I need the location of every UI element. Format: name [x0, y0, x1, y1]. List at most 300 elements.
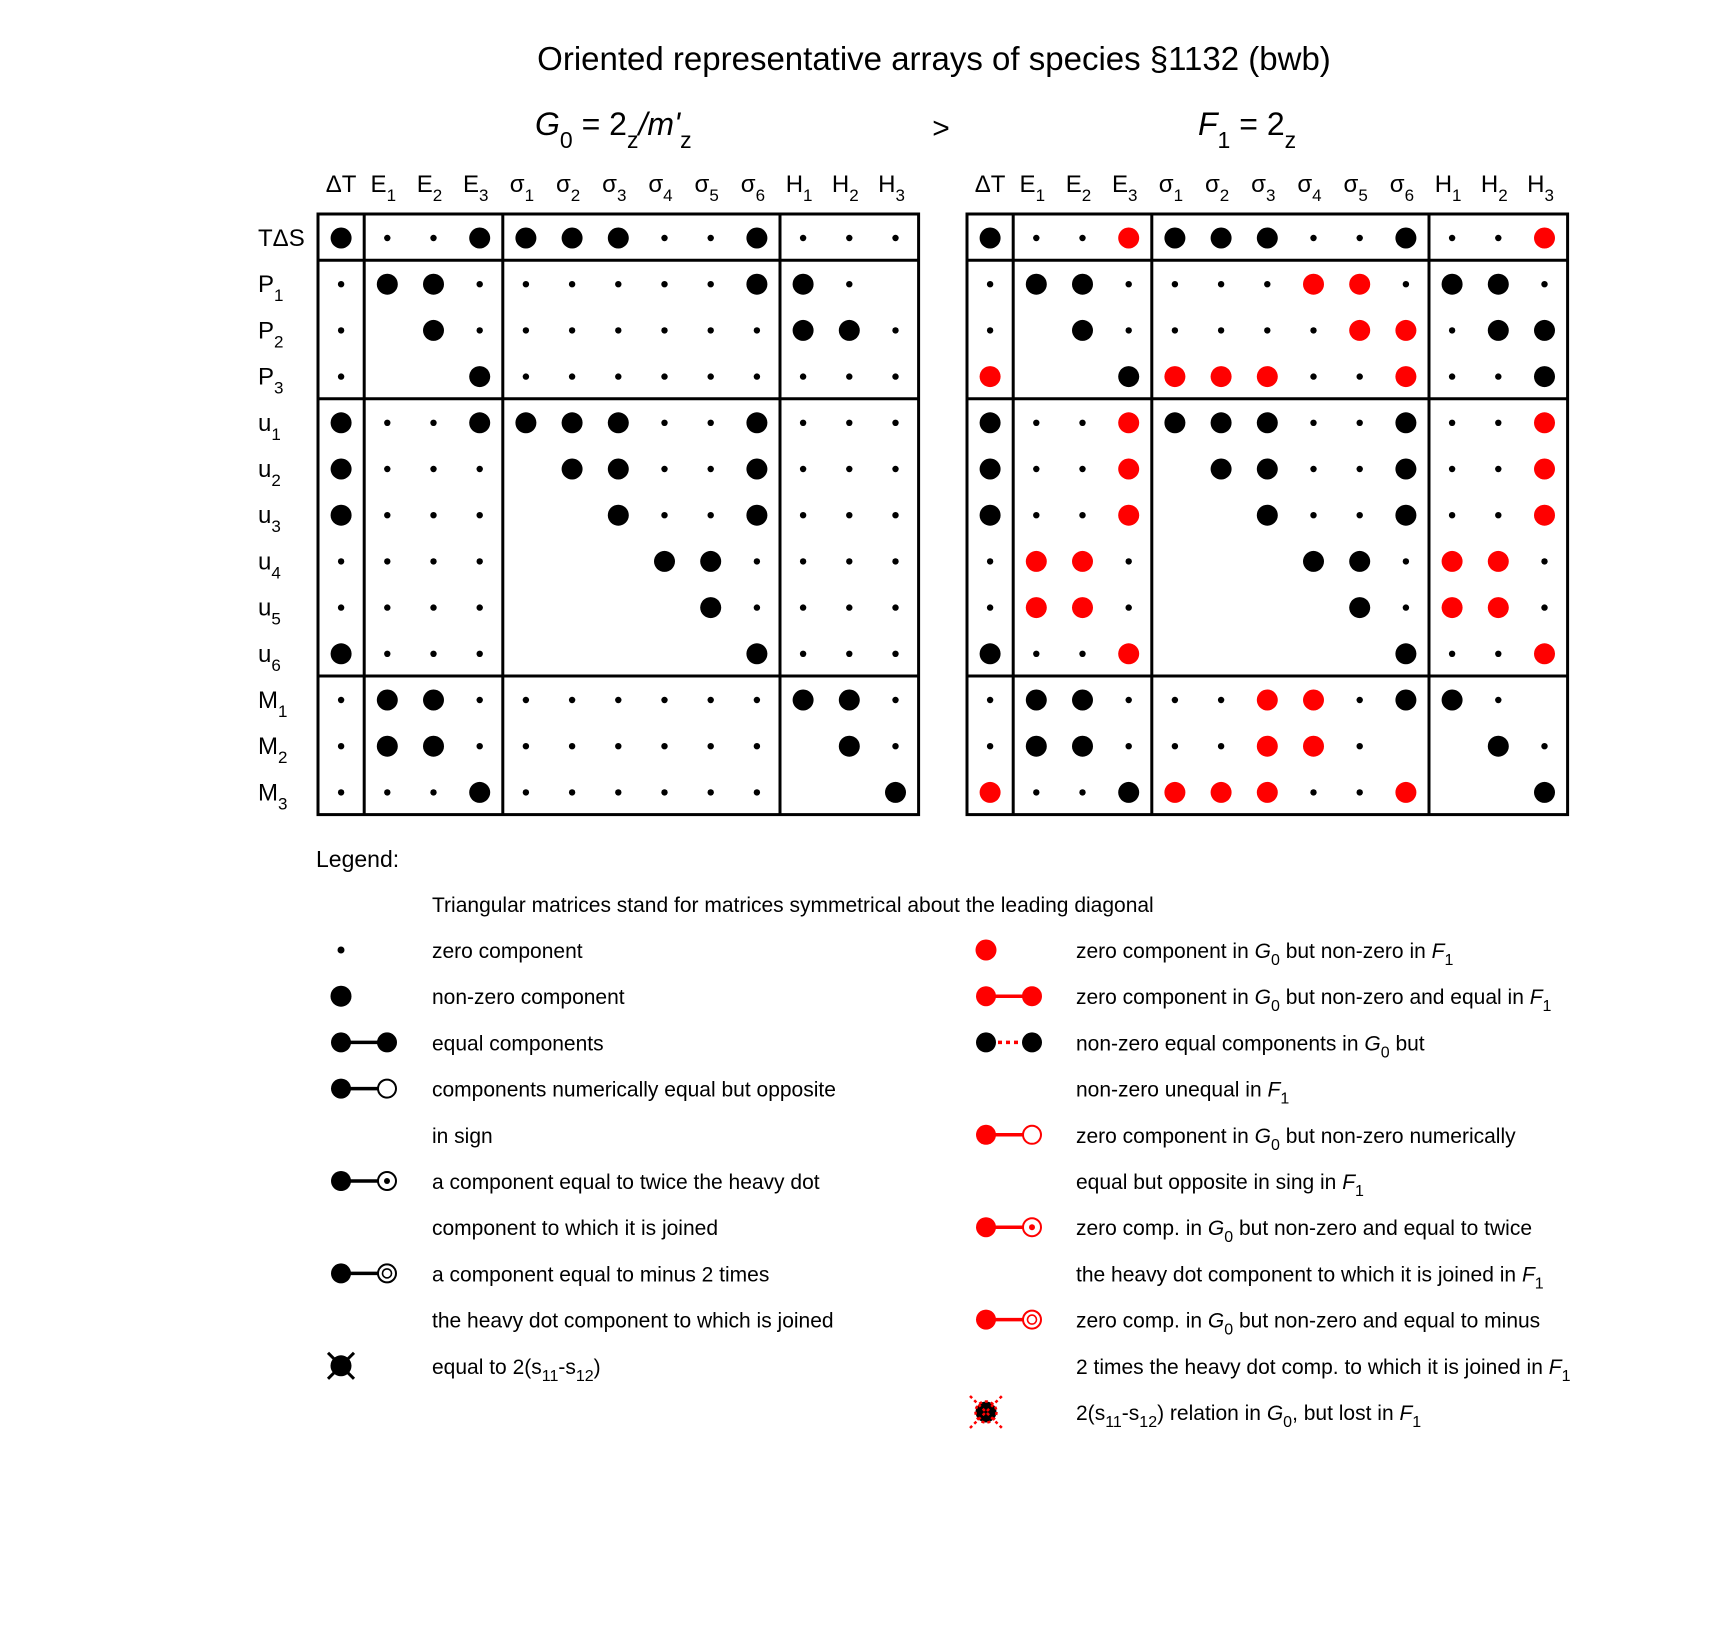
zero-component-dot — [661, 235, 667, 241]
zero-component-dot — [338, 789, 344, 795]
non-zero-component-dot — [1211, 459, 1232, 480]
zero-component-dot — [1218, 281, 1224, 287]
zero-component-dot — [987, 604, 993, 610]
zero-component-dot — [800, 604, 806, 610]
column-header-sub: 2 — [1498, 186, 1508, 205]
non-zero-component-dot — [1118, 366, 1139, 387]
row-header-sub: 3 — [278, 794, 288, 814]
row-header-base: u — [258, 409, 272, 437]
non-zero-component-dot — [746, 228, 767, 249]
zero-component-dot — [1310, 373, 1316, 379]
non-zero-component-dot — [608, 228, 629, 249]
zero-component-dot — [1357, 697, 1363, 703]
red-equal-link-icon — [976, 986, 1041, 1006]
non-zero-component-dot — [1349, 551, 1370, 572]
zero-component-dot — [1079, 651, 1085, 657]
diagram-title: Oriented representative arrays of species §1132 (bwb) — [537, 40, 1331, 77]
zero-component-dot — [1264, 327, 1270, 333]
zero-component-dot — [708, 373, 714, 379]
column-header-base: σ — [648, 171, 664, 198]
column-header — [1066, 171, 1091, 205]
non-zero-component-dot — [1072, 274, 1093, 295]
zero-component-dot — [754, 789, 760, 795]
column-header-sub: 6 — [1404, 186, 1415, 205]
red-component-dot — [1442, 597, 1463, 618]
column-header — [695, 171, 719, 205]
column-header-sub: 1 — [1035, 186, 1046, 205]
zero-component-dot — [384, 512, 390, 518]
column-header-sub: 5 — [1358, 186, 1368, 205]
zero-component-dot — [892, 604, 898, 610]
non-zero-component-dot — [746, 412, 767, 433]
red-component-dot — [1303, 690, 1324, 711]
zero-component-dot — [1495, 697, 1501, 703]
column-header-base: σ — [602, 171, 617, 198]
legend-text: components numerically equal but opposite — [432, 1078, 836, 1102]
zero-component-dot — [1126, 327, 1132, 333]
zero-component-dot — [1264, 281, 1270, 287]
column-header-base: E — [416, 171, 433, 198]
non-zero-component-dot — [980, 412, 1001, 433]
zero-component-dot — [384, 235, 390, 241]
zero-component-dot — [430, 604, 436, 610]
legend-text: non-zero unequal in $F_1$ — [1076, 1078, 1290, 1108]
red-component-dot — [1488, 551, 1509, 572]
zero-component-dot — [430, 466, 436, 472]
red-component-dot — [1349, 274, 1370, 295]
zero-component-dot — [1126, 743, 1132, 749]
non-zero-component-dot — [885, 782, 906, 803]
non-zero-component-dot — [423, 736, 444, 757]
zero-component-dot — [1449, 466, 1455, 472]
zero-component-dot — [1357, 743, 1363, 749]
zero-component-dot — [987, 697, 993, 703]
non-zero-component-dot — [331, 228, 352, 249]
zero-component-dot — [1126, 558, 1132, 564]
zero-component-dot — [892, 743, 898, 749]
zero-component-dot — [569, 281, 575, 287]
row-header — [258, 687, 287, 721]
zero-component-dot — [430, 235, 436, 241]
legend-left-column — [328, 940, 836, 1385]
zero-component-dot — [338, 697, 344, 703]
non-zero-component-dot — [1488, 736, 1509, 757]
non-zero-component-dot — [1303, 551, 1324, 572]
zero-component-dot — [708, 327, 714, 333]
column-header-base: H — [1434, 171, 1453, 198]
legend-text: zero comp. in $G_0$ but non-zero and equal to minus — [1076, 1309, 1541, 1339]
non-zero-component-dot — [1026, 274, 1047, 295]
zero-component-dot — [892, 512, 898, 518]
red-component-dot — [1118, 459, 1139, 480]
non-zero-component-dot — [469, 228, 490, 249]
zero-component-dot — [1218, 327, 1224, 333]
row-header-base: TΔS — [258, 225, 305, 252]
zero-component-dot — [384, 604, 390, 610]
zero-component-dot — [1403, 558, 1409, 564]
zero-component-dot — [1172, 697, 1178, 703]
column-header-sub: 1 — [1452, 186, 1462, 205]
non-zero-component-dot — [793, 320, 814, 341]
column-header — [1112, 171, 1137, 205]
column-header-base: σ — [1251, 171, 1266, 198]
non-zero-component-dot — [1072, 736, 1093, 757]
non-zero-component-dot — [331, 459, 352, 480]
non-zero-component-dot — [746, 643, 767, 664]
zero-component-dot — [477, 466, 483, 472]
non-zero-component-dot — [1164, 228, 1185, 249]
non-zero-component-dot — [423, 320, 444, 341]
column-header — [648, 171, 672, 205]
non-zero-component-dot — [423, 274, 444, 295]
zero-component-dot — [987, 558, 993, 564]
non-zero-component-dot — [1442, 274, 1463, 295]
zero-component-dot — [846, 281, 852, 287]
red-component-dot — [1534, 643, 1555, 664]
non-zero-component-dot — [980, 643, 1001, 664]
zero-component-dot — [523, 327, 529, 333]
zero-component-dot — [1449, 373, 1455, 379]
zero-component-dot — [384, 651, 390, 657]
zero-component-dot — [987, 281, 993, 287]
zero-component-dot — [1357, 235, 1363, 241]
column-header — [1205, 171, 1229, 205]
red-minus-twice-link-icon — [976, 1310, 1041, 1330]
zero-component-dot — [1310, 466, 1316, 472]
red-component-dot — [1257, 736, 1278, 757]
zero-component-dot — [892, 327, 898, 333]
non-zero-component-dot — [1349, 597, 1370, 618]
zero-component-dot — [1541, 743, 1547, 749]
non-zero-component-dot — [1118, 782, 1139, 803]
zero-component-dot — [1495, 466, 1501, 472]
zero-component-dot — [615, 373, 621, 379]
non-zero-component-dot — [469, 366, 490, 387]
zero-component-dot — [477, 512, 483, 518]
non-zero-component-dot — [980, 228, 1001, 249]
non-zero-component-dot — [746, 459, 767, 480]
legend-text: zero component in $G_0$ but non-zero numerically — [1076, 1124, 1516, 1154]
column-header-base: ΔT — [325, 171, 357, 198]
legend-text: zero component — [432, 940, 583, 963]
zero-component-dot — [477, 651, 483, 657]
non-zero-component-dot — [377, 690, 398, 711]
row-header — [258, 410, 281, 444]
zero-component-dot — [754, 558, 760, 564]
legend-text: non-zero equal components in $G_0$ but — [1076, 1032, 1425, 1062]
column-header — [417, 171, 442, 205]
column-header — [1297, 171, 1321, 205]
non-zero-component-dot — [515, 412, 536, 433]
non-zero-component-dot — [1257, 228, 1278, 249]
row-header-base: M — [258, 779, 278, 807]
legend-text: non-zero component — [432, 986, 625, 1010]
zero-component-dot — [708, 789, 714, 795]
zero-component-dot — [338, 281, 344, 287]
zero-component-dot — [384, 466, 390, 472]
row-header-base: u — [258, 548, 272, 576]
red-component-dot — [1257, 690, 1278, 711]
red-component-dot — [1488, 597, 1509, 618]
zero-component-dot — [1033, 789, 1039, 795]
row-header — [258, 317, 283, 351]
red-component-dot — [1211, 366, 1232, 387]
zero-component-dot — [430, 512, 436, 518]
zero-component-dot — [987, 327, 993, 333]
right-group-label — [1198, 106, 1296, 153]
non-zero-component-dot — [1395, 412, 1416, 433]
non-zero-component-dot — [1534, 782, 1555, 803]
non-zero-component-dot — [1257, 459, 1278, 480]
column-header-base: E — [462, 171, 479, 198]
opposite-link-icon — [331, 1079, 396, 1099]
zero-component-dot — [846, 651, 852, 657]
column-header — [741, 171, 765, 205]
zero-component-dot — [754, 697, 760, 703]
zero-component-dot — [661, 512, 667, 518]
red-component-dot — [1118, 412, 1139, 433]
row-header-base: P — [258, 317, 275, 345]
red-component-dot — [1303, 274, 1324, 295]
legend-text: the heavy dot component to which it is joined in $F_1$ — [1076, 1263, 1544, 1293]
zero-component-dot — [569, 743, 575, 749]
zero-component-dot — [708, 420, 714, 426]
row-header-base: u — [258, 456, 272, 483]
zero-component-dot — [708, 466, 714, 472]
zero-component-dot — [708, 743, 714, 749]
legend-text: component to which it is joined — [432, 1217, 718, 1241]
zero-component-dot — [1310, 512, 1316, 518]
zero-component-dot — [430, 558, 436, 564]
zero-component-dot — [1033, 466, 1039, 472]
column-header-sub: 1 — [803, 186, 813, 205]
non-zero-component-dot — [793, 690, 814, 711]
zero-component-dot — [1357, 789, 1363, 795]
non-zero-component-dot — [700, 551, 721, 572]
zero-component-dot — [615, 281, 621, 287]
non-zero-component-dot — [1395, 505, 1416, 526]
zero-component-dot — [477, 604, 483, 610]
red-component-dot — [1118, 505, 1139, 526]
column-header — [1344, 171, 1368, 205]
row-header-sub: 1 — [271, 424, 281, 444]
red-component-dot — [1534, 505, 1555, 526]
non-zero-component-dot — [331, 643, 352, 664]
zero-component-dot — [1172, 281, 1178, 287]
zero-component-dot — [523, 281, 529, 287]
zero-component-dot — [1449, 651, 1455, 657]
zero-component-dot — [569, 327, 575, 333]
non-zero-component-dot — [1257, 412, 1278, 433]
column-header — [1390, 171, 1414, 205]
column-header-sub: 1 — [524, 186, 535, 205]
zero-component-dot — [800, 235, 806, 241]
non-zero-component-dot — [1211, 228, 1232, 249]
zero-component-dot — [384, 789, 390, 795]
zero-component-dot — [1079, 789, 1085, 795]
non-zero-component-dot — [331, 505, 352, 526]
zero-component-dot — [754, 373, 760, 379]
non-zero-component-dot — [746, 274, 767, 295]
non-zero-component-dot — [839, 320, 860, 341]
legend-right-column — [970, 940, 1571, 1432]
zero-component-dot — [892, 420, 898, 426]
large-dot-icon — [331, 986, 352, 1007]
right-array — [967, 171, 1568, 815]
zero-component-dot — [846, 373, 852, 379]
zero-component-dot — [754, 743, 760, 749]
red-component-dot — [1026, 597, 1047, 618]
column-header — [786, 171, 813, 205]
red-crossed-dot-icon — [970, 1396, 1002, 1428]
zero-component-dot — [1218, 743, 1224, 749]
zero-component-dot — [846, 558, 852, 564]
non-zero-component-dot — [608, 459, 629, 480]
legend-text: $2(s_{11}-s_{12})$ relation in $G_0$, but lost in $F_1$ — [1076, 1402, 1422, 1431]
zero-component-dot — [754, 604, 760, 610]
zero-component-dot — [1126, 281, 1132, 287]
zero-component-dot — [1357, 512, 1363, 518]
non-zero-component-dot — [331, 412, 352, 433]
zero-component-dot — [661, 466, 667, 472]
column-header-sub: 4 — [1312, 186, 1322, 205]
non-zero-component-dot — [1534, 320, 1555, 341]
non-zero-component-dot — [469, 782, 490, 803]
zero-component-dot — [1541, 604, 1547, 610]
legend-text: zero comp. in $G_0$ but non-zero and equal to twice — [1076, 1217, 1533, 1247]
row-header — [258, 364, 283, 398]
non-zero-component-dot — [423, 690, 444, 711]
red-component-dot — [1395, 366, 1416, 387]
zero-component-dot — [615, 789, 621, 795]
column-header-sub: 3 — [1544, 186, 1554, 205]
zero-component-dot — [569, 373, 575, 379]
minus-twice-link-icon — [331, 1263, 396, 1283]
non-zero-component-dot — [793, 274, 814, 295]
non-zero-component-dot — [1442, 690, 1463, 711]
zero-component-dot — [430, 420, 436, 426]
zero-component-dot — [1541, 558, 1547, 564]
legend-text: zero component in $G_0$ but non-zero and equal in $F_1$ — [1076, 986, 1552, 1016]
zero-component-dot — [1449, 512, 1455, 518]
zero-component-dot — [1172, 327, 1178, 333]
column-header-base: σ — [1343, 171, 1359, 198]
zero-component-dot — [615, 697, 621, 703]
column-header-sub: 2 — [570, 186, 581, 205]
column-header — [878, 171, 905, 205]
row-header — [258, 641, 281, 675]
column-header-base: σ — [509, 171, 525, 198]
zero-component-dot — [338, 373, 344, 379]
non-zero-component-dot — [980, 505, 1001, 526]
legend-text: a component equal to twice the heavy dot — [432, 1171, 820, 1194]
zero-component-dot — [1079, 420, 1085, 426]
non-zero-component-dot — [746, 505, 767, 526]
column-header — [463, 171, 488, 205]
zero-component-dot — [1310, 327, 1316, 333]
zero-component-dot — [338, 743, 344, 749]
red-dot-icon — [976, 940, 997, 961]
zero-component-dot — [987, 743, 993, 749]
column-header-base: E — [1019, 171, 1036, 198]
red-component-dot — [1349, 320, 1370, 341]
legend-text: 2 times the heavy dot comp. to which it is joined in $F_1$ — [1076, 1355, 1571, 1385]
zero-component-dot — [569, 697, 575, 703]
red-component-dot — [1164, 366, 1185, 387]
non-zero-component-dot — [377, 736, 398, 757]
row-header-base: u — [258, 502, 272, 530]
zero-component-dot — [1449, 420, 1455, 426]
column-header-sub: 4 — [663, 186, 673, 205]
row-header-base: u — [258, 594, 272, 622]
zero-component-dot — [615, 743, 621, 749]
column-header-sub: 1 — [386, 186, 397, 205]
zero-component-dot — [1357, 466, 1363, 472]
non-zero-component-dot — [562, 412, 583, 433]
zero-component-dot — [523, 697, 529, 703]
zero-component-dot — [846, 512, 852, 518]
red-component-dot — [1257, 366, 1278, 387]
zero-component-dot — [892, 466, 898, 472]
zero-component-dot — [800, 420, 806, 426]
zero-component-dot — [615, 327, 621, 333]
zero-component-dot — [708, 281, 714, 287]
red-component-dot — [1534, 412, 1555, 433]
legend-text: equal components — [432, 1032, 604, 1056]
zero-component-dot — [477, 327, 483, 333]
non-zero-component-dot — [839, 736, 860, 757]
zero-component-dot — [846, 420, 852, 426]
non-zero-component-dot — [839, 690, 860, 711]
non-zero-component-dot — [1257, 505, 1278, 526]
twice-link-icon — [331, 1171, 396, 1191]
zero-component-dot — [569, 789, 575, 795]
zero-component-dot — [661, 420, 667, 426]
zero-component-dot — [892, 558, 898, 564]
red-component-dot — [1395, 782, 1416, 803]
legend-text: the heavy dot component to which is joined — [432, 1309, 834, 1333]
zero-component-dot — [1403, 604, 1409, 610]
zero-component-dot — [892, 373, 898, 379]
zero-component-dot — [1126, 697, 1132, 703]
column-header — [510, 171, 534, 205]
red-component-dot — [1118, 643, 1139, 664]
row-header — [258, 595, 281, 629]
non-zero-component-dot — [377, 274, 398, 295]
column-header — [1251, 171, 1275, 205]
zero-component-dot — [1310, 235, 1316, 241]
non-zero-component-dot — [1164, 412, 1185, 433]
svg-text:G0 = 2z/m'z: $G_0 = 2_z/m'_z$ — [535, 106, 692, 153]
zero-component-dot — [892, 235, 898, 241]
legend-text: in sign — [432, 1124, 493, 1148]
column-header-sub: 5 — [709, 186, 719, 205]
zero-component-dot — [661, 743, 667, 749]
column-header — [602, 171, 626, 205]
zero-component-dot — [477, 697, 483, 703]
red-twice-link-icon — [976, 1217, 1041, 1237]
zero-component-dot — [892, 697, 898, 703]
zero-component-dot — [1449, 327, 1455, 333]
row-header-sub: 1 — [278, 702, 288, 721]
legend-text: a component equal to minus 2 times — [432, 1263, 770, 1287]
red-component-dot — [1026, 551, 1047, 572]
zero-component-dot — [800, 373, 806, 379]
column-header — [1481, 171, 1508, 205]
zero-component-dot — [523, 789, 529, 795]
non-zero-component-dot — [1072, 320, 1093, 341]
zero-component-dot — [1495, 373, 1501, 379]
